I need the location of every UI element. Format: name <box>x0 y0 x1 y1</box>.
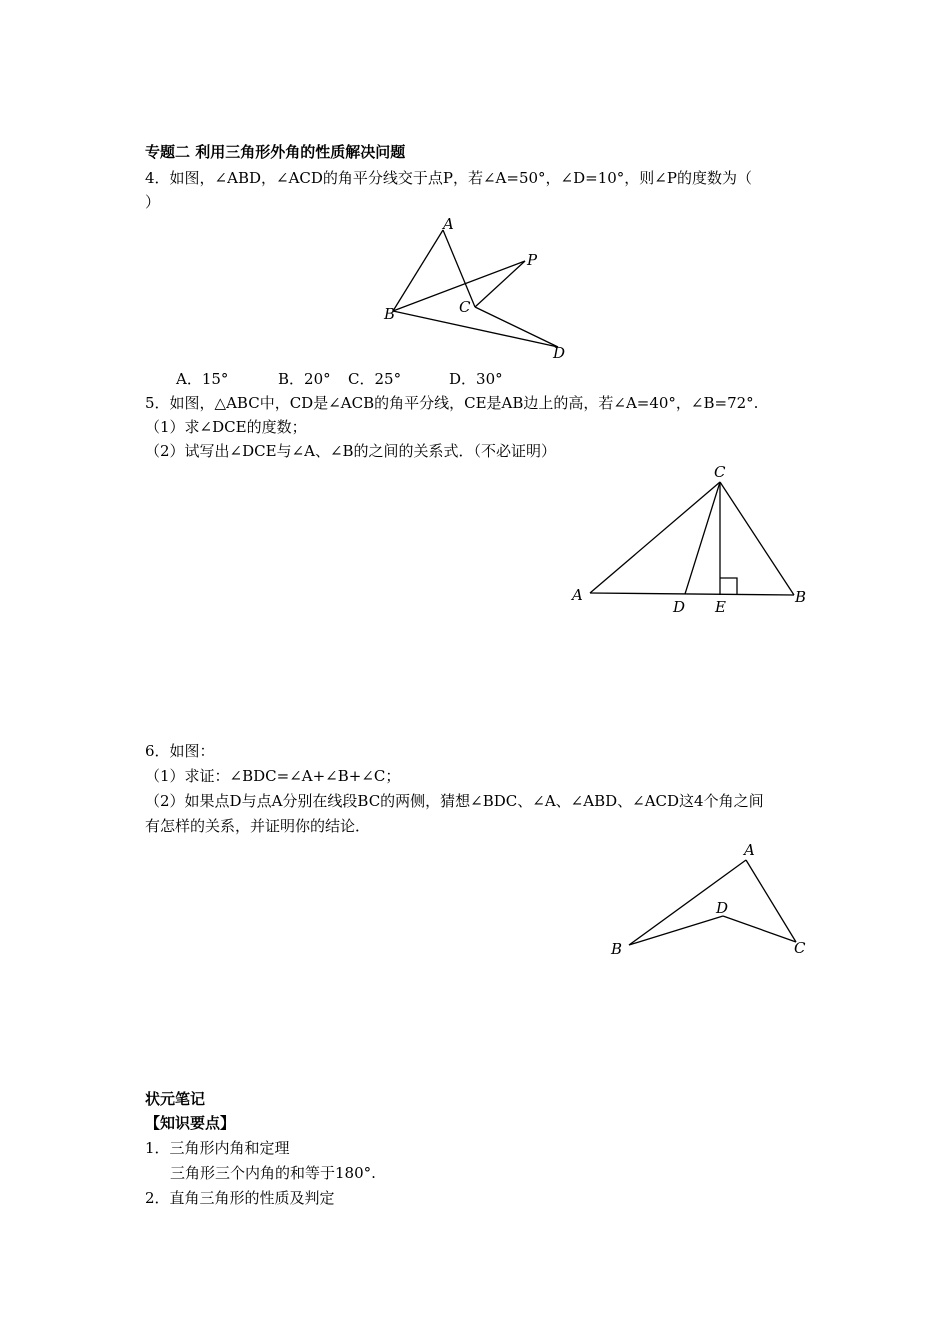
choice-a[interactable]: A．15° <box>176 370 229 388</box>
q6-label-D: D <box>716 899 729 917</box>
question-4-text-cont: ） <box>145 193 161 211</box>
question-6-figure <box>605 840 815 965</box>
choice-d[interactable]: D．30° <box>449 370 503 388</box>
q4-label-D: D <box>553 344 566 362</box>
question-6-text: 6．如图： <box>145 742 215 760</box>
q4-label-C: C <box>459 298 471 316</box>
choice-b[interactable]: B．20° <box>278 370 331 388</box>
q6-label-B: B <box>611 940 623 958</box>
notes-item-1-body: 三角形三个内角的和等于180°. <box>170 1164 376 1182</box>
notes-item-2-title: 2．直角三角形的性质及判定 <box>145 1189 335 1207</box>
section-title: 专题二 利用三角形外角的性质解决问题 <box>145 143 406 161</box>
q5-lines <box>590 482 794 595</box>
q4-label-A: A <box>443 215 454 233</box>
question-6-part2-cont: 有怎样的关系，并证明你的结论． <box>145 817 371 835</box>
q4-lines <box>393 230 558 347</box>
q5-label-E: E <box>715 598 726 616</box>
question-5-part2: （2）试写出∠DCE与∠A、∠B的之间的关系式．（不必证明） <box>145 442 557 460</box>
q5-label-B: B <box>795 588 807 606</box>
q6-lines <box>629 860 796 945</box>
question-5-text: 5．如图，△ABC中，CD是∠ACB的角平分线，CE是AB边上的高，若∠A=40°，∠B=72°. <box>145 394 759 412</box>
choice-c[interactable]: C．25° <box>348 370 402 388</box>
q4-label-P: P <box>527 251 538 269</box>
question-6-part1: （1）求证：∠BDC=∠A+∠B+∠C； <box>145 767 401 785</box>
question-5-figure <box>565 458 815 623</box>
question-4-text: 4．如图，∠ABD，∠ACD的角平分线交于点P，若∠A=50°，∠D=10°，则∠P的度数为（ <box>145 169 752 187</box>
q5-label-C: C <box>714 463 726 481</box>
q4-label-B: B <box>384 305 396 323</box>
q6-label-A: A <box>744 841 755 859</box>
question-4-figure <box>380 215 580 365</box>
q5-label-D: D <box>673 598 686 616</box>
q6-label-C: C <box>794 939 806 957</box>
question-5-part1: （1）求∠DCE的度数； <box>145 418 307 436</box>
notes-subtitle: 【知识要点】 <box>145 1114 236 1132</box>
q5-label-A: A <box>572 586 583 604</box>
notes-title: 状元笔记 <box>145 1090 206 1108</box>
notes-item-1-title: 1．三角形内角和定理 <box>145 1139 290 1157</box>
question-6-part2: （2）如果点D与点A分别在线段BC的两侧，猜想∠BDC、∠A、∠ABD、∠ACD这4个角之间 <box>145 792 764 810</box>
